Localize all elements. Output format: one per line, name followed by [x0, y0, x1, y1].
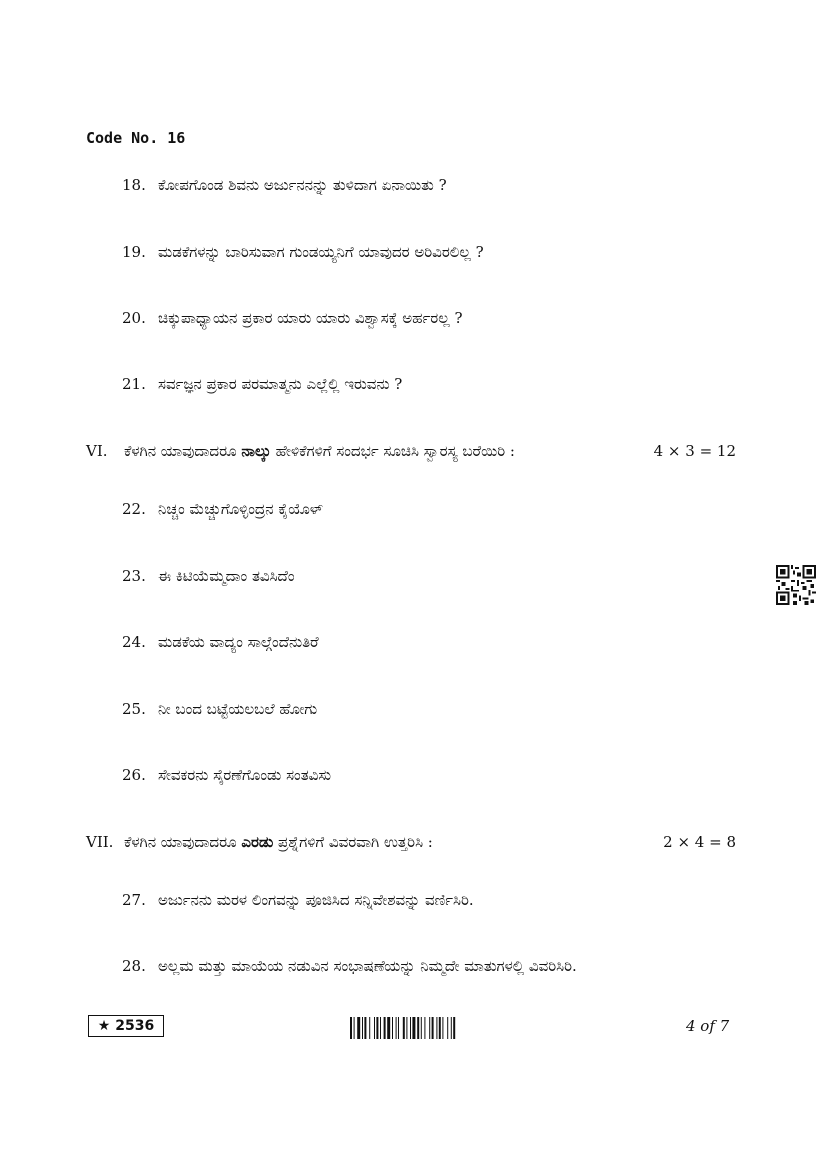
section-instruction-end: ಹೇಳಿಕೆಗಳಿಗೆ ಸಂದರ್ಭ ಸೂಚಿಸಿ ಸ್ವಾರಸ್ಯ ಬರೆಯಿರಿ : — [270, 442, 515, 460]
question-text: ಚಿಕ್ಕುಪಾಧ್ಯಾಯನ ಪ್ರಕಾರ ಯಾರು ಯಾರು ವಿಶ್ವಾಸಕ್ಕೆ ಅರ್ಹರಲ್ಲ ? — [158, 309, 463, 327]
question-number: 25. — [122, 700, 146, 718]
section-instruction-bold: ಎರಡು — [241, 833, 274, 851]
barcode-icon — [350, 1017, 490, 1039]
section-instruction-bold: ನಾಲ್ಕು — [241, 442, 271, 460]
code-number: Code No. 16 — [86, 129, 186, 147]
page-number: 4 of 7 — [686, 1017, 730, 1035]
section-marks: 4 × 3 = 12 — [653, 442, 736, 460]
question-number: 27. — [122, 891, 146, 909]
question-27 — [122, 891, 474, 909]
question-24 — [122, 633, 319, 651]
question-text: ಈ ಕಿಟಿಯೆಮ್ಮದಾಂ ತವಿಸಿದೆಂ — [158, 567, 295, 585]
question-25 — [122, 700, 317, 718]
paper-code-box — [88, 1015, 164, 1037]
question-text: ನೀ ಬಂದ ಬಟ್ಟೆಯಲಬಲೆ ಹೋಗು — [158, 700, 318, 718]
question-text: ಮಡಕೆಯ ವಾದ್ಯಂ ಸಾಲ್ಗೆಂದೆನುತಿರೆ — [158, 633, 319, 651]
question-text: ನಿಚ್ಚಂ ಮೆಚ್ಚುಗೊಳ್ಳಿಂದ್ರನ ಕೈಯೊಳ್ — [158, 500, 323, 518]
question-text: ಸೇವಕರನು ಸೈರಣೆಗೊಂಡು ಸಂತವಿಸು — [158, 766, 332, 784]
question-number: 21. — [122, 375, 146, 393]
question-number: 23. — [122, 567, 146, 585]
section-instruction-end: ಪ್ರಶ್ನೆಗಳಿಗೆ ವಿವರವಾಗಿ ಉತ್ತರಿಸಿ : — [273, 833, 433, 851]
question-20 — [122, 309, 463, 327]
star-icon: ★ — [97, 1018, 111, 1034]
section-roman: VII. — [86, 833, 114, 851]
question-number: 19. — [122, 243, 146, 261]
question-number: 28. — [122, 957, 146, 975]
section-vii-heading — [86, 833, 736, 851]
question-number: 26. — [122, 766, 146, 784]
question-text: ಕೋಪಗೊಂಡ ಶಿವನು ಅರ್ಜುನನನ್ನು ತುಳಿದಾಗ ಏನಾಯಿತು ? — [158, 176, 447, 194]
question-26 — [122, 766, 331, 784]
question-19 — [122, 243, 484, 261]
question-number: 18. — [122, 176, 146, 194]
section-instruction-start: ಕೆಳಗಿನ ಯಾವುದಾದರೂ — [124, 442, 242, 460]
question-22 — [122, 500, 323, 518]
paper-code: 2536 — [115, 1018, 155, 1034]
section-vi-heading — [86, 442, 736, 460]
question-text: ಅಲ್ಲಮ ಮತ್ತು ಮಾಯೆಯ ನಡುವಿನ ಸಂಭಾಷಣೆಯನ್ನು ನಿಮ್ಮದೇ ಮಾತುಗಳಲ್ಲಿ ವಿವರಿಸಿರಿ. — [158, 957, 577, 975]
section-instruction-start: ಕೆಳಗಿನ ಯಾವುದಾದರೂ — [124, 833, 242, 851]
question-text: ಅರ್ಜುನನು ಮರಳ ಲಿಂಗವನ್ನು ಪೂಜಿಸಿದ ಸನ್ನಿವೇಶವನ್ನು ವರ್ಣಿಸಿರಿ. — [158, 891, 474, 909]
section-roman: VI. — [86, 442, 108, 460]
question-28 — [122, 957, 577, 975]
question-number: 22. — [122, 500, 146, 518]
question-text: ಸರ್ವಜ್ಞನ ಪ್ರಕಾರ ಪರಮಾತ್ಮನು ಎಲ್ಲೆಲ್ಲಿ ಇರುವನು ? — [158, 375, 403, 393]
question-18 — [122, 176, 447, 194]
question-number: 24. — [122, 633, 146, 651]
question-21 — [122, 375, 402, 393]
section-marks: 2 × 4 = 8 — [663, 833, 736, 851]
question-23 — [122, 567, 295, 585]
qr-code-icon — [776, 565, 816, 605]
question-number: 20. — [122, 309, 146, 327]
question-text: ಮಡಕೆಗಳನ್ನು ಬಾರಿಸುವಾಗ ಗುಂಡಯ್ಯನಿಗೆ ಯಾವುದರ ಅರಿವಿರಲಿಲ್ಲ ? — [158, 243, 484, 261]
